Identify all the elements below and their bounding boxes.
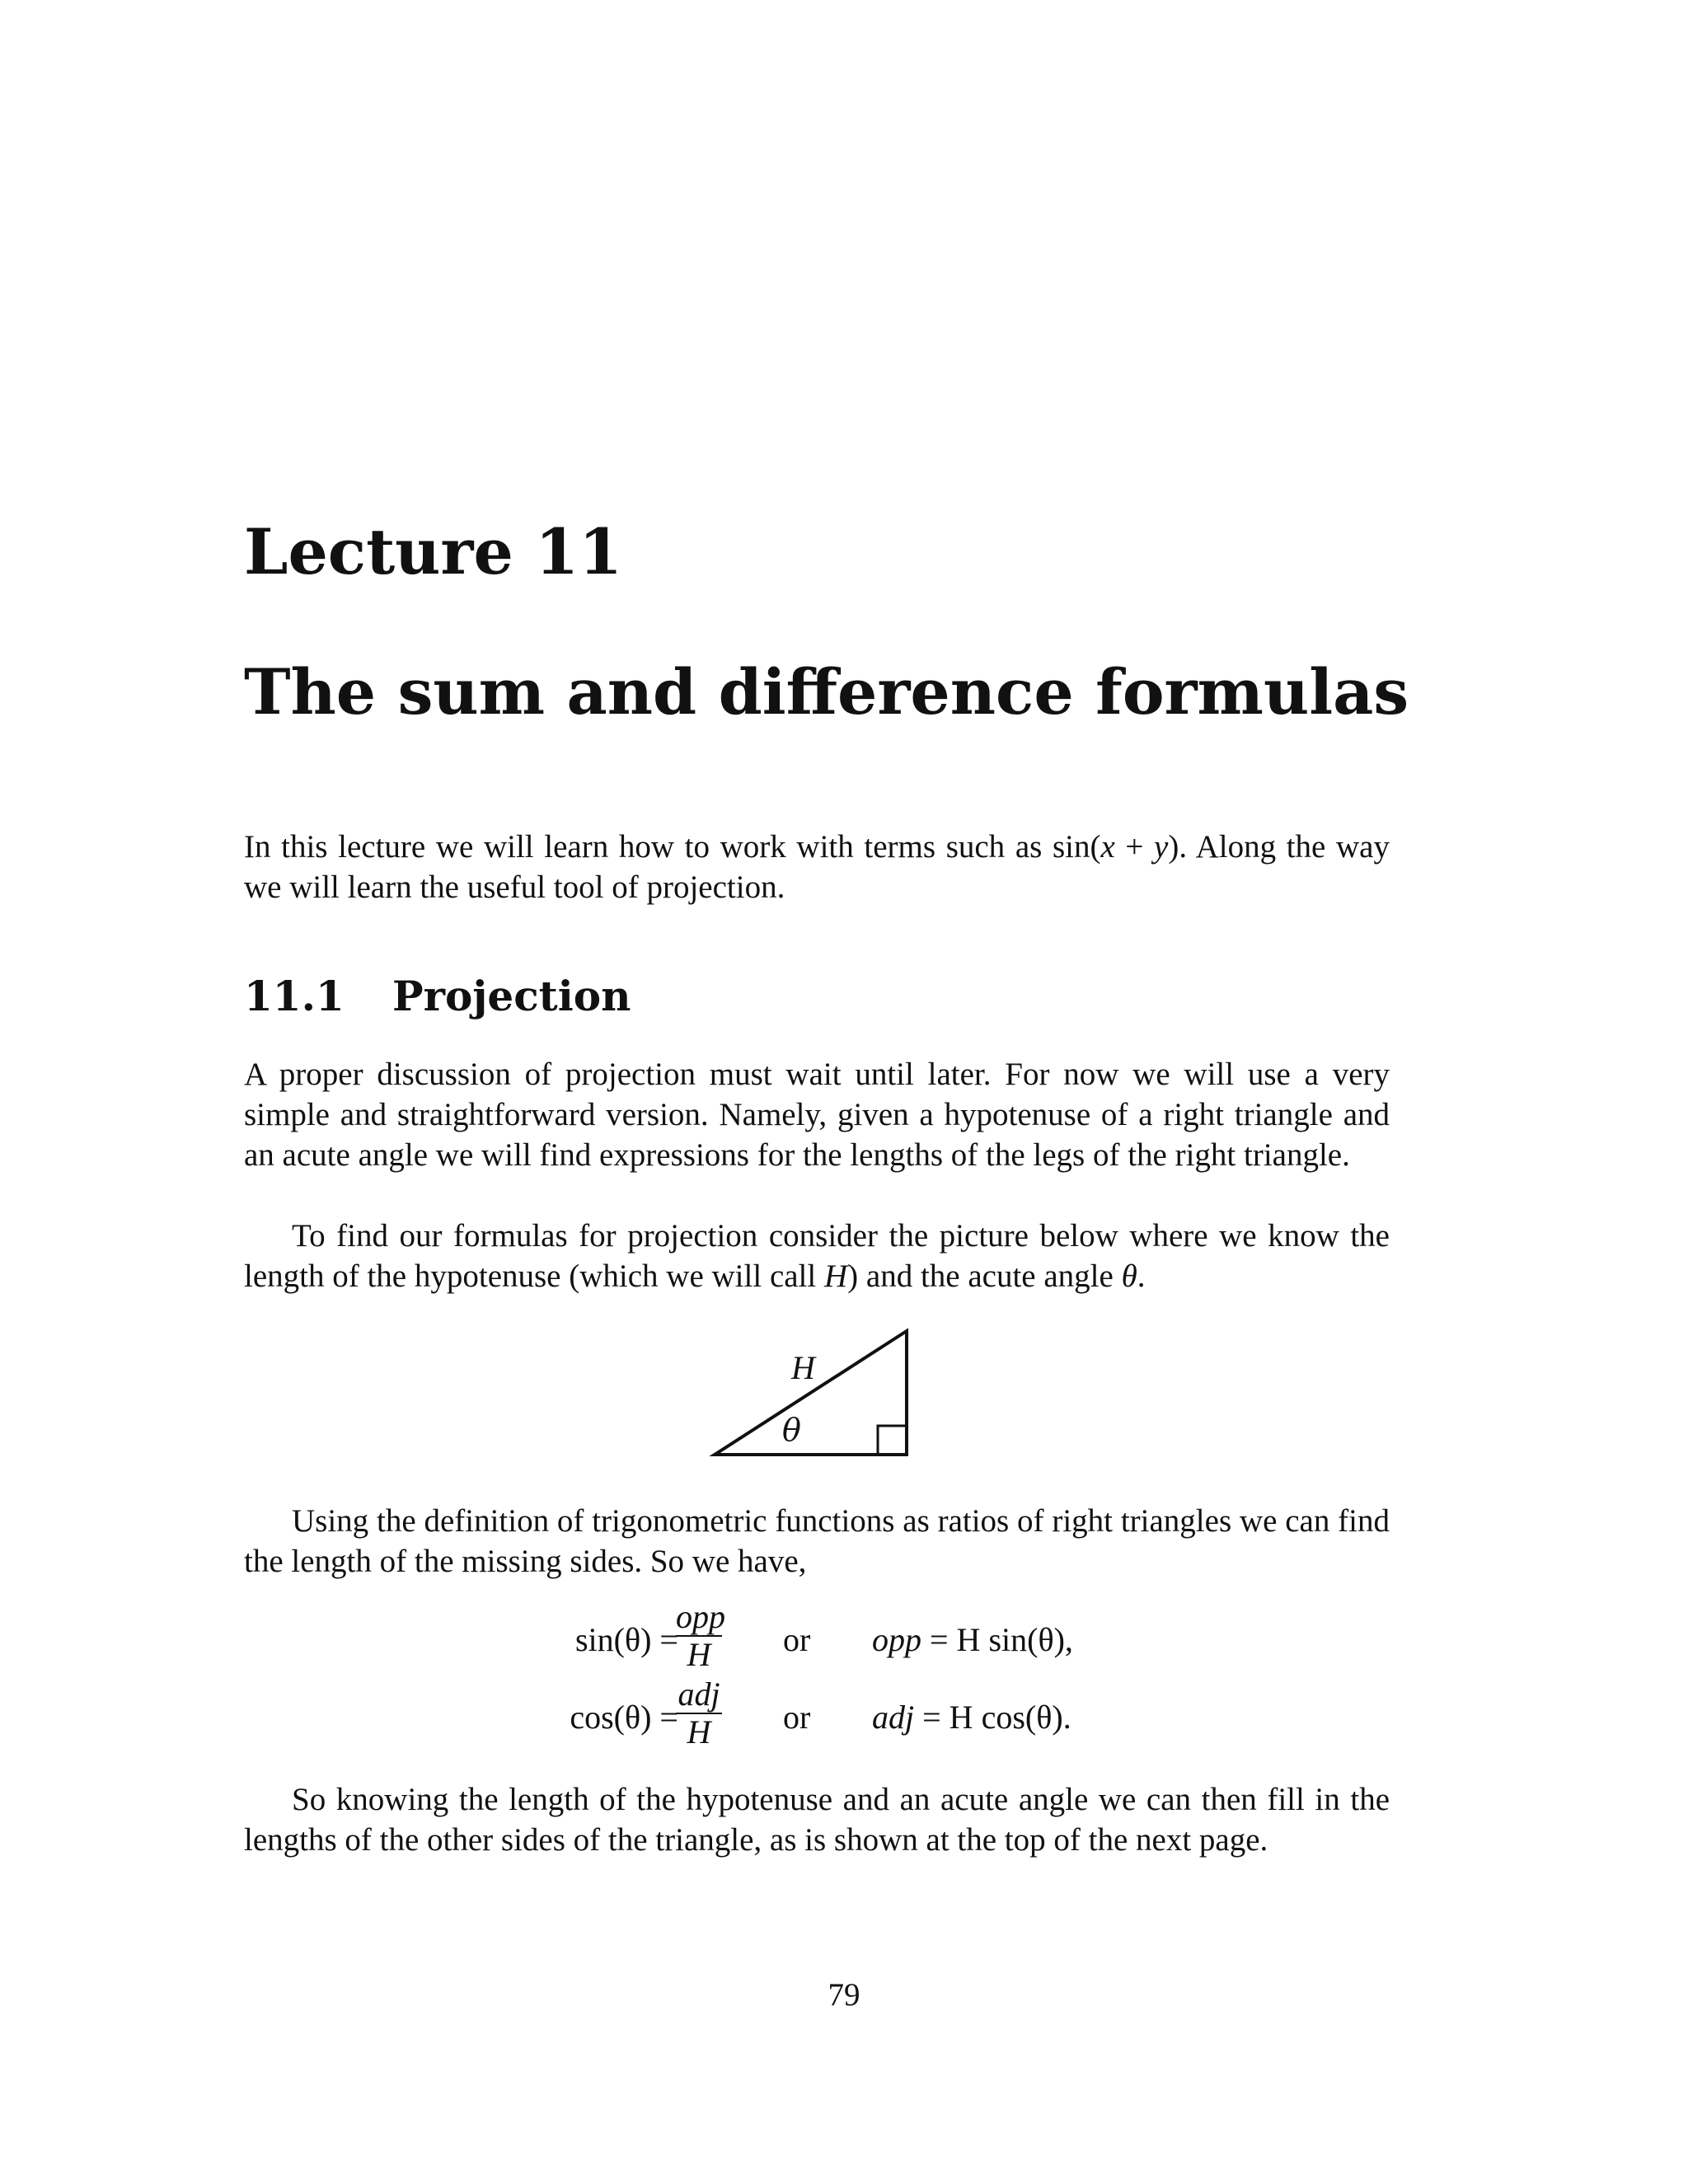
sine-fraction: opp H (676, 1598, 725, 1673)
hypotenuse-label: H (791, 1349, 815, 1386)
cosine-fraction: adj H (676, 1676, 722, 1750)
chapter-title: The sum and difference formulas (244, 655, 1409, 729)
section-heading (244, 969, 631, 1024)
equation-cosine (0, 1676, 1688, 1755)
section-number: 11.1 (244, 972, 345, 1020)
or-label: or (783, 1621, 811, 1658)
cosine-lhs: cos(θ) = (570, 1699, 678, 1736)
paragraph-definition: Using the definition of trigonometric functions as ratios of right triangles we can find the length of the missing sides. So we have, (244, 1503, 1390, 1579)
paragraph-conclusion: So knowing the length of the hypotenuse and an acute angle we can then fill in the lengths of the other sides of the triangle, as is shown at the top of the next page. (244, 1782, 1390, 1858)
sine-rhs: opp = H sin(θ), (872, 1621, 1073, 1658)
or-label: or (783, 1699, 811, 1736)
projection-equations (0, 1599, 1688, 1764)
intro-paragraph: In this lecture we will learn how to work with terms such as sin(x + y). Along the way we will learn the useful tool of projection. (244, 829, 1390, 905)
page-number: 79 (828, 1977, 860, 2013)
right-triangle-figure (709, 1319, 923, 1467)
sine-lhs: sin(θ) = (574, 1621, 678, 1658)
equation-sine (0, 1599, 1688, 1678)
section-title: Projection (392, 972, 631, 1020)
cosine-rhs: adj = H cos(θ). (872, 1699, 1071, 1736)
right-angle-marker (878, 1426, 907, 1455)
paragraph-projection-intro: A proper discussion of projection must wait until later. For now we will use a very simple and straightforward version. Namely, given a hypotenuse of a right triangle and an acute angle we will find expressions for the lengths of the legs of the right triangle. (244, 1057, 1390, 1173)
paragraph-projection-setup: To find our formulas for projection consider the picture below where we know the length of the hypotenuse (which we will call H) and the acute angle θ. (244, 1218, 1390, 1294)
angle-label: θ (782, 1412, 801, 1448)
lecture-number: Lecture 11 (244, 515, 623, 588)
